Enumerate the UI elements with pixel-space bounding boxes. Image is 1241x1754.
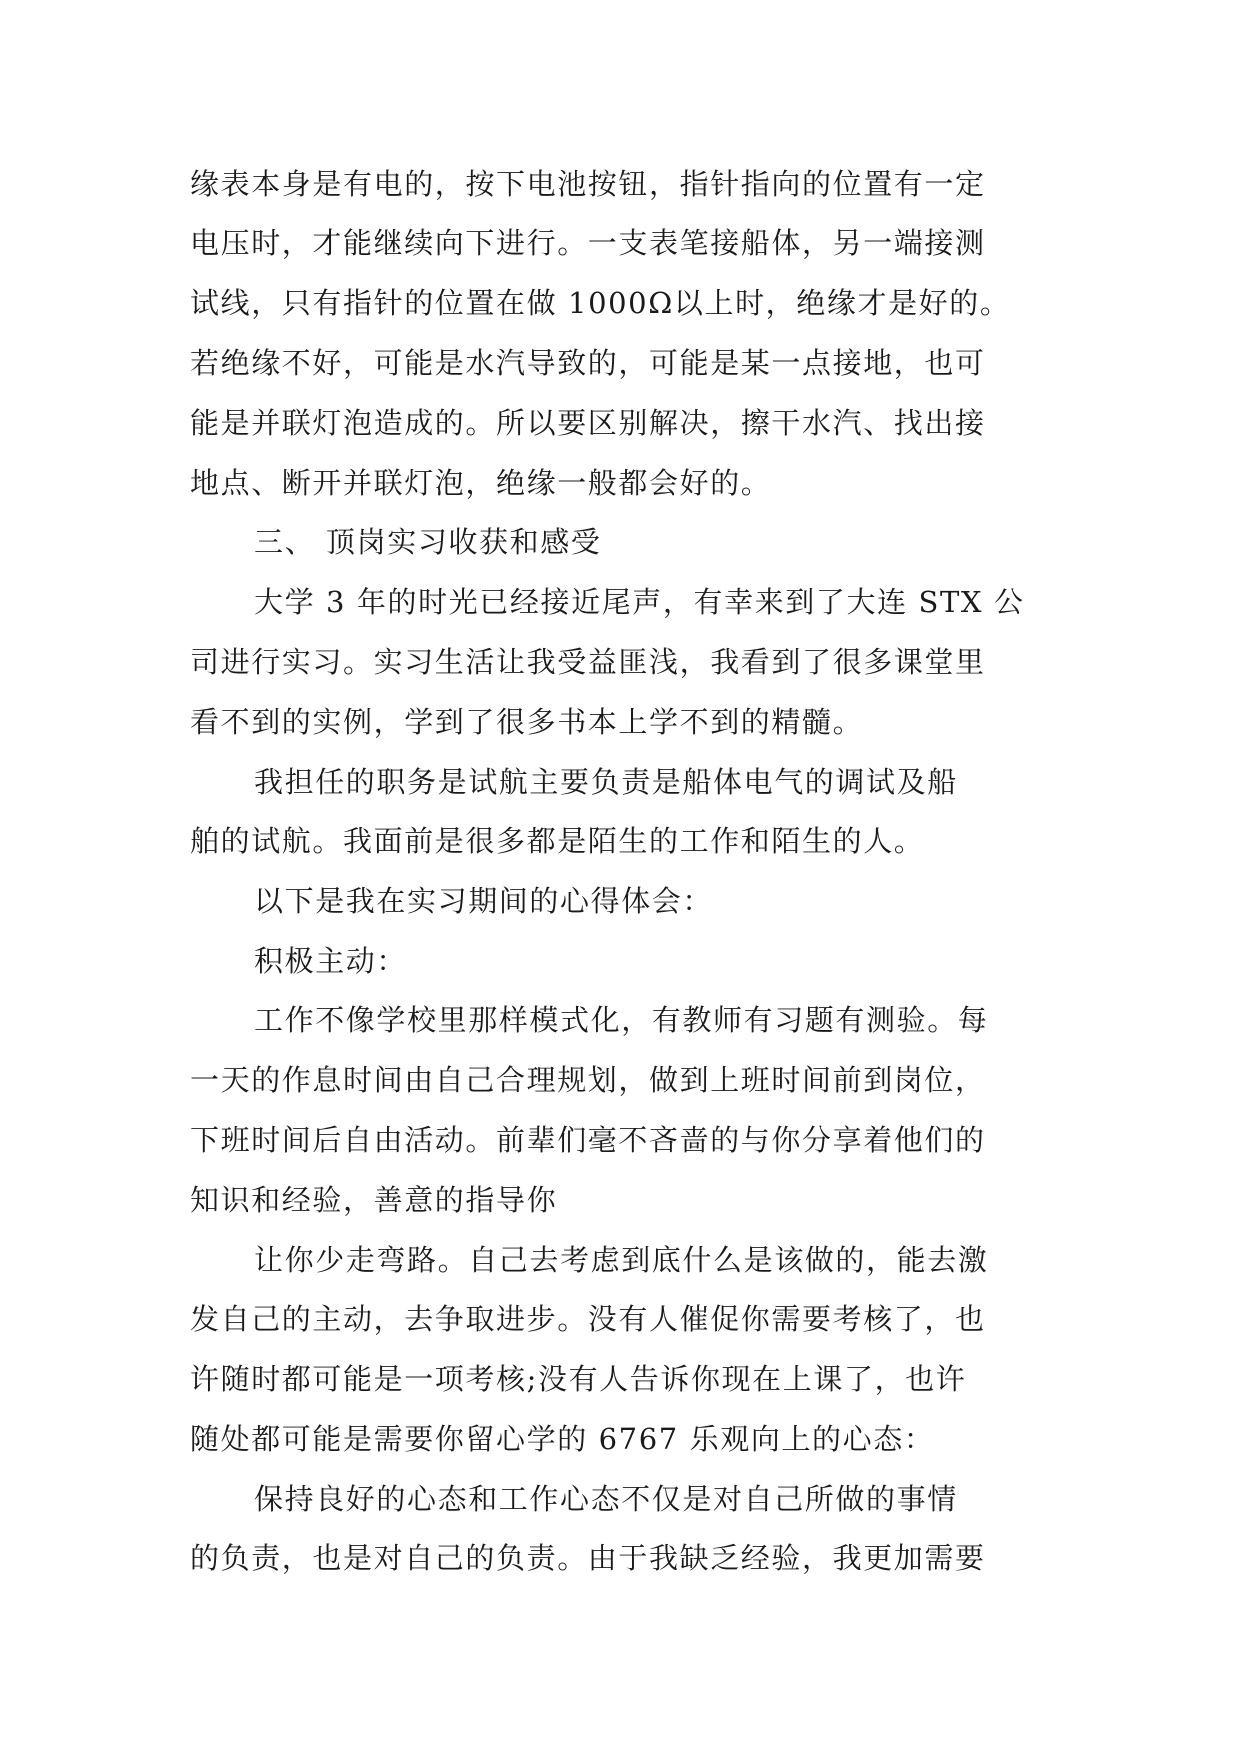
section-heading: 三、 顶岗实习收获和感受 bbox=[254, 525, 602, 559]
text-line: 看不到的实例，学到了很多书本上学不到的精髓。 bbox=[190, 705, 864, 739]
text-line: 若绝缘不好，可能是水汽导致的，可能是某一点接地，也可 bbox=[190, 346, 986, 380]
text-line: 下班时间后自由活动。前辈们毫不吝啬的与你分享着他们的 bbox=[190, 1123, 986, 1157]
text-line: 缘表本身是有电的，按下电池按钮，指针指向的位置有一定 bbox=[190, 167, 986, 201]
text-line: 知识和经验，善意的指导你 bbox=[190, 1183, 558, 1217]
text-line: 大学 3 年的时光已经接近尾声，有幸来到了大连 STX 公 bbox=[254, 585, 1025, 619]
text-line: 的负责，也是对自己的负责。由于我缺乏经验，我更加需要 bbox=[190, 1541, 986, 1575]
subheading: 积极主动： bbox=[254, 944, 408, 978]
text-line: 工作不像学校里那样模式化，有教师有习题有测验。每 bbox=[254, 1003, 989, 1037]
text-line: 电压时，才能继续向下进行。一支表笔接船体，另一端接测 bbox=[190, 226, 986, 260]
text-line: 一天的作息时间由自己合理规划，做到上班时间前到岗位， bbox=[190, 1063, 986, 1097]
text-line: 司进行实习。实习生活让我受益匪浅，我看到了很多课堂里 bbox=[190, 645, 986, 679]
text-line: 试线，只有指针的位置在做 1000Ω以上时，绝缘才是好的。 bbox=[190, 286, 1011, 320]
text-line: 以下是我在实习期间的心得体会： bbox=[254, 884, 714, 918]
text-line: 发自己的主动，去争取进步。没有人催促你需要考核了，也 bbox=[190, 1302, 986, 1336]
text-line: 许随时都可能是一项考核;没有人告诉你现在上课了，也许 bbox=[190, 1362, 967, 1396]
text-line: 随处都可能是需要你留心学的 6767 乐观向上的心态： bbox=[190, 1422, 935, 1456]
text-line: 能是并联灯泡造成的。所以要区别解决，擦干水汽、找出接 bbox=[190, 406, 986, 440]
text-line: 地点、断开并联灯泡，绝缘一般都会好的。 bbox=[190, 466, 772, 500]
text-line: 保持良好的心态和工作心态不仅是对自己所做的事情 bbox=[254, 1482, 958, 1516]
text-line: 我担任的职务是试航主要负责是船体电气的调试及船 bbox=[254, 765, 958, 799]
text-line: 舶的试航。我面前是很多都是陌生的工作和陌生的人。 bbox=[190, 824, 925, 858]
text-line: 让你少走弯路。自己去考虑到底什么是该做的，能去激 bbox=[254, 1243, 989, 1277]
